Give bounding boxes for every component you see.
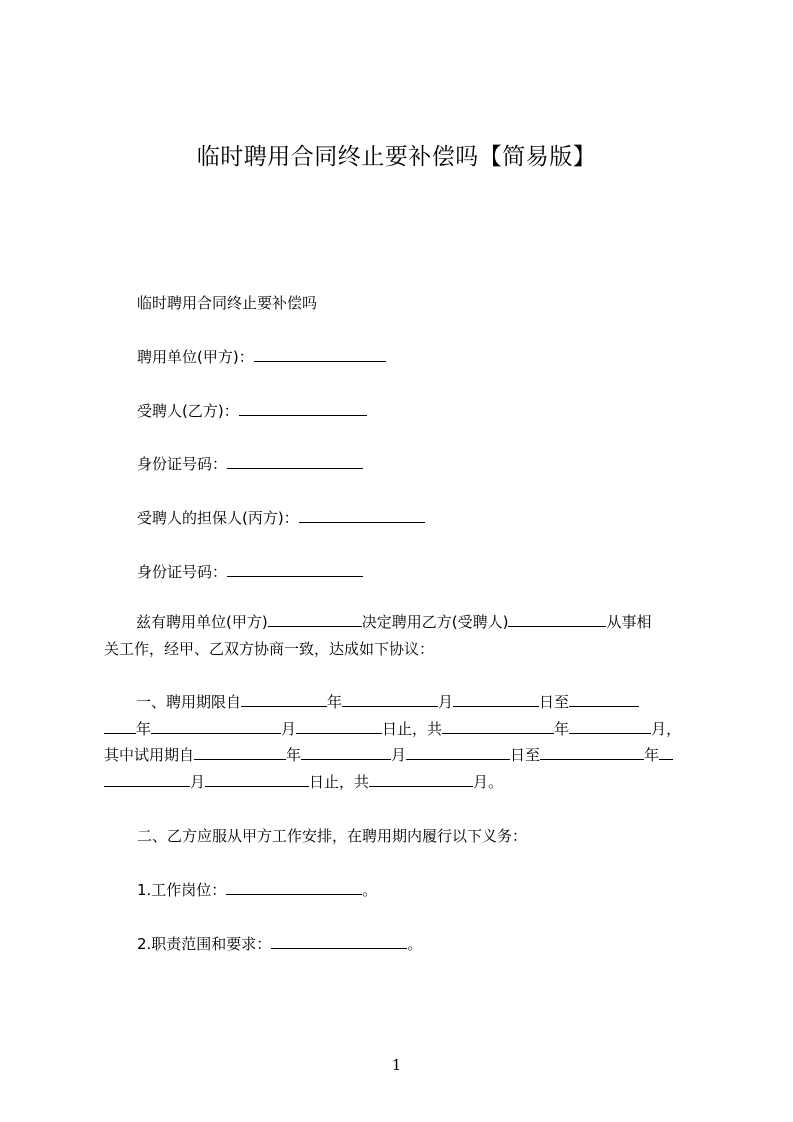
blank	[659, 745, 673, 760]
subtitle: 临时聘用合同终止要补偿吗	[137, 294, 318, 312]
guarantor-blank	[299, 508, 425, 523]
employee-label: 受聘人(乙方)：	[137, 402, 239, 420]
period: 。	[362, 881, 378, 899]
blank	[569, 692, 639, 707]
trial-label: 其中试用期自	[104, 746, 195, 764]
id-field-1	[137, 453, 363, 474]
employee-field	[137, 400, 367, 421]
blank	[453, 692, 539, 707]
year-label: 年	[327, 693, 343, 711]
employee-blank	[239, 401, 367, 416]
page-number: 1	[391, 1056, 402, 1074]
year-label: 年	[136, 719, 152, 738]
clause1-text: 一、聘用期限自	[136, 693, 242, 711]
blank	[569, 719, 651, 734]
blank	[104, 719, 136, 734]
item2-label: 2.职责范围和要求：	[137, 935, 272, 953]
employer-blank	[254, 347, 386, 362]
clause-2-item-1	[137, 879, 377, 900]
clause-2-item-2	[137, 933, 422, 954]
employer-label: 聘用单位(甲方)：	[137, 348, 254, 366]
item2-blank	[271, 934, 407, 949]
guarantor-field	[137, 507, 425, 528]
blank	[406, 745, 510, 760]
blank	[442, 719, 554, 734]
month-end-label: 月。	[473, 772, 504, 791]
blank	[301, 745, 391, 760]
id-blank-2	[227, 562, 363, 577]
blank	[369, 772, 473, 787]
blank	[205, 772, 309, 787]
month-label: 月	[281, 719, 297, 738]
intro-text-2: 决定聘用乙方(受聘人)	[361, 613, 509, 631]
intro-paragraph	[104, 609, 704, 662]
id-label-1: 身份证号码：	[137, 455, 228, 473]
blank	[241, 692, 327, 707]
blank	[296, 719, 382, 734]
intro-blank-1	[268, 612, 362, 627]
month-label: 月	[391, 746, 407, 764]
clause-2-heading: 二、乙方应服从甲方工作安排，在聘用期内履行以下义务：	[137, 827, 528, 845]
blank	[194, 745, 286, 760]
blank	[151, 719, 281, 734]
intro-text-1: 兹有聘用单位(甲方)	[136, 613, 268, 631]
month-label: 月，	[651, 719, 682, 738]
day-end-label: 日止，共	[309, 772, 370, 791]
blank	[342, 692, 438, 707]
item1-blank	[226, 880, 362, 895]
period: 。	[407, 935, 423, 953]
id-blank-1	[227, 454, 363, 469]
clause-1	[104, 689, 704, 795]
year-label: 年	[644, 746, 660, 764]
intro-text-3: 从事相	[606, 613, 652, 631]
employer-field	[137, 346, 386, 367]
guarantor-label: 受聘人的担保人(丙方)：	[137, 509, 299, 527]
document-title: 临时聘用合同终止要补偿吗【简易版】	[196, 144, 597, 170]
blank	[104, 772, 190, 787]
year-label: 年	[554, 719, 570, 738]
day-to-label: 日至	[510, 746, 541, 764]
year-label: 年	[286, 746, 302, 764]
month-label: 月	[190, 772, 206, 791]
intro-blank-2	[508, 612, 606, 627]
id-label-2: 身份证号码：	[137, 563, 228, 581]
item1-label: 1.工作岗位：	[137, 881, 227, 899]
intro-text-4: 关工作，经甲、乙双方协商一致，达成如下协议：	[104, 639, 435, 658]
id-field-2	[137, 561, 363, 582]
day-to-label: 日至	[539, 693, 570, 711]
month-label: 月	[438, 693, 454, 711]
day-end-label: 日止，共	[382, 719, 443, 738]
blank	[540, 745, 644, 760]
